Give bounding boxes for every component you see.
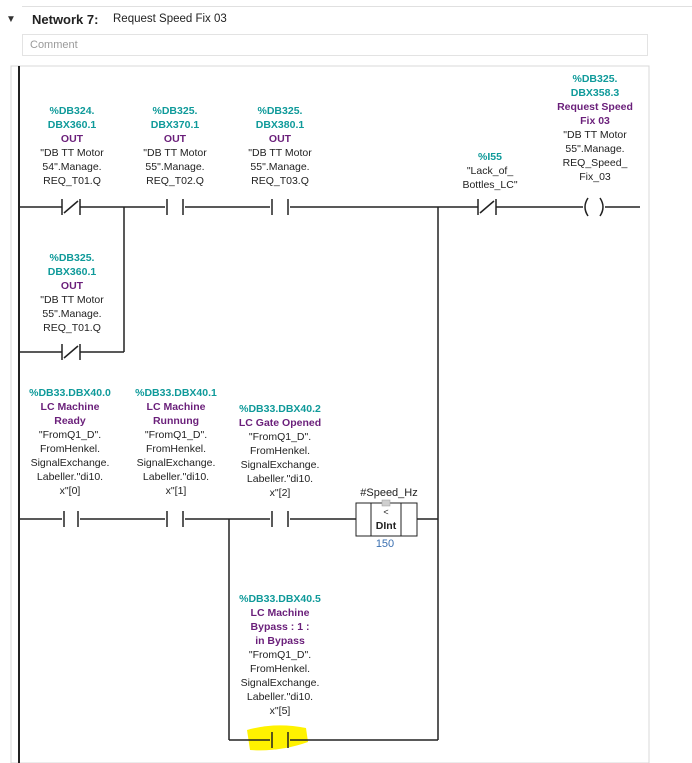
description-label: "DB TT Motor 55".Manage. REQ_T03.Q — [248, 147, 312, 187]
tag-c8[interactable] — [228, 402, 332, 500]
compare-type[interactable]: DInt — [375, 520, 397, 532]
address-label: %DB325. DBX360.1 — [47, 252, 97, 278]
tag-c1[interactable] — [22, 104, 122, 188]
contact-db324-360-1[interactable] — [62, 199, 80, 215]
address-label: %DB33.DBX40.2 — [239, 403, 321, 415]
coil-request-speed[interactable] — [585, 198, 603, 216]
tag-c4[interactable] — [22, 251, 122, 335]
contact-db33-40-1[interactable] — [167, 511, 183, 527]
tag-c9[interactable] — [228, 592, 332, 718]
symbol-label: OUT — [163, 133, 187, 145]
description-label: "FromQ1_D". FromHenkel. SignalExchange. Labeller."di10. x"[1] — [136, 429, 216, 497]
compare-operator: < — [383, 507, 389, 517]
network-label: Network 7: — [32, 12, 99, 27]
highlight-mark — [247, 725, 308, 750]
address-label: %DB325. DBX358.3 — [570, 73, 620, 99]
tag-c6[interactable] — [18, 386, 122, 498]
symbol-label: LC Machine Runnung — [146, 401, 206, 427]
description-label: "Lack_of_ Bottles_LC" — [462, 165, 518, 191]
collapse-triangle-icon[interactable]: ▼ — [6, 14, 16, 25]
description-label: "DB TT Motor 55".Manage. REQ_T02.Q — [143, 147, 207, 187]
symbol-label: Request Speed Fix 03 — [557, 101, 633, 127]
address-label: %I55 — [478, 151, 502, 163]
contact-db325-370-1[interactable] — [167, 199, 183, 215]
tag-c7[interactable] — [124, 386, 228, 498]
address-label: %DB33.DBX40.5 — [239, 593, 321, 605]
address-label: %DB325. DBX370.1 — [150, 105, 200, 131]
contact-db325-360-1[interactable] — [62, 344, 80, 360]
address-label: %DB325. DBX380.1 — [255, 105, 305, 131]
compare-operand1[interactable]: #Speed_Hz — [360, 487, 418, 499]
comment-field[interactable]: Comment — [22, 34, 648, 56]
tag-coil[interactable] — [545, 72, 645, 184]
address-label: %DB324. DBX360.1 — [47, 105, 97, 131]
contact-i55[interactable] — [478, 199, 496, 215]
tag-c3[interactable] — [230, 104, 330, 188]
address-label: %DB33.DBX40.1 — [135, 387, 217, 399]
symbol-label: OUT — [60, 280, 84, 292]
description-label: "DB TT Motor 55".Manage. REQ_Speed_ Fix_03 — [562, 129, 628, 183]
description-label: "FromQ1_D". FromHenkel. SignalExchange. Labeller."di10. x"[5] — [240, 649, 320, 717]
address-label: %DB33.DBX40.0 — [29, 387, 111, 399]
contact-db325-380-1[interactable] — [272, 199, 288, 215]
symbol-label: LC Machine Ready — [40, 401, 100, 427]
tag-c5[interactable] — [442, 150, 538, 192]
description-label: "DB TT Motor 54".Manage. REQ_T01.Q — [40, 147, 104, 187]
network-title[interactable]: Request Speed Fix 03 — [113, 13, 227, 25]
contact-db33-40-0[interactable] — [64, 511, 78, 527]
contact-db33-40-2[interactable] — [272, 511, 288, 527]
description-label: "FromQ1_D". FromHenkel. SignalExchange. Labeller."di10. x"[0] — [30, 429, 110, 497]
description-label: "FromQ1_D". FromHenkel. SignalExchange. Labeller."di10. x"[2] — [240, 431, 320, 499]
symbol-label: LC Gate Opened — [238, 417, 322, 429]
symbol-label: LC Machine Bypass : 1 : in Bypass — [250, 607, 310, 647]
symbol-label: OUT — [268, 133, 292, 145]
compare-operand2[interactable]: 150 — [375, 538, 395, 550]
tag-c2[interactable] — [125, 104, 225, 188]
description-label: "DB TT Motor 55".Manage. REQ_T01.Q — [40, 294, 104, 334]
symbol-label: OUT — [60, 133, 84, 145]
